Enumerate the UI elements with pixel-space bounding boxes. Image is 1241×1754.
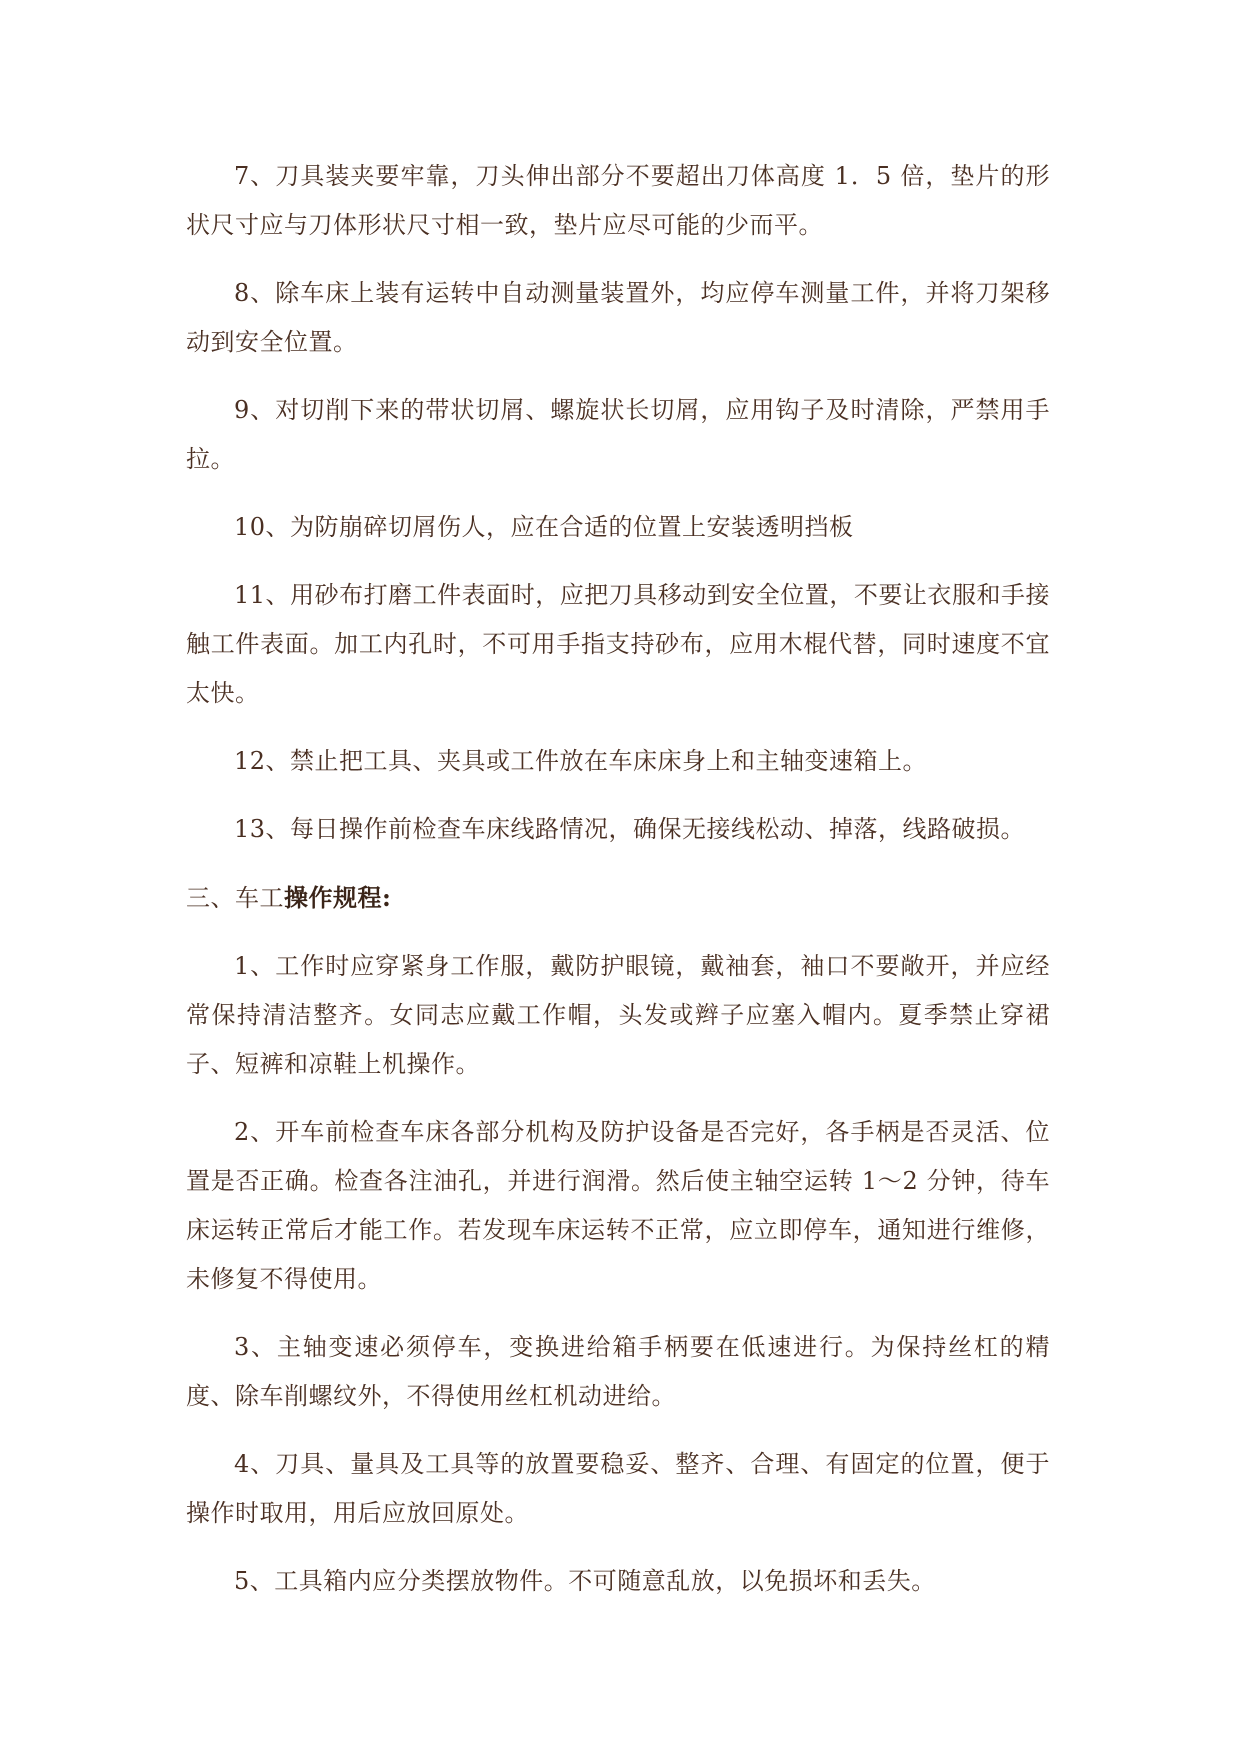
document-body (186, 152, 1050, 1625)
paragraph-item-7: 7、刀具装夹要牢靠，刀头伸出部分不要超出刀体高度 1．5 倍，垫片的形状尺寸应与刀体形状尺寸相一致，垫片应尽可能的少而平。 (186, 162, 1050, 239)
section-heading-bold: 操作规程: (284, 883, 392, 912)
paragraph-item-12: 12、禁止把工具、夹具或工件放在车床床身上和主轴变速箱上。 (234, 747, 928, 775)
paragraph-rule-3: 3、主轴变速必须停车，变换进给箱手柄要在低速进行。为保持丝杠的精度、除车削螺纹外，不得使用丝杠机动进给。 (186, 1333, 1050, 1410)
section-heading-prefix: 三、车工 (186, 884, 284, 912)
paragraph-item-13: 13、每日操作前检查车床线路情况，确保无接线松动、掉落，线路破损。 (234, 815, 1026, 843)
paragraph-item-9: 9、对切削下来的带状切屑、螺旋状长切屑，应用钩子及时清除，严禁用手拉。 (186, 396, 1050, 473)
paragraph-rule-1: 1、工作时应穿紧身工作服，戴防护眼镜，戴袖套，袖口不要敞开，并应经常保持清洁整齐。女同志应戴工作帽，头发或辫子应塞入帽内。夏季禁止穿裙子、短裤和凉鞋上机操作。 (186, 952, 1050, 1078)
paragraph-rule-2: 2、开车前检查车床各部分机构及防护设备是否完好，各手柄是否灵活、位置是否正确。检查各注油孔，并进行润滑。然后使主轴空运转 1～2 分钟，待车床运转正常后才能工作。若发现车床运转不正常，应立即停车，通知进行维修，未修复不得使用。 (186, 1118, 1050, 1293)
section-heading (186, 873, 1050, 923)
paragraph-rule-4: 4、刀具、量具及工具等的放置要稳妥、整齐、合理、有固定的位置，便于操作时取用，用后应放回原处。 (186, 1450, 1050, 1527)
paragraph-item-10: 10、为防崩碎切屑伤人，应在合适的位置上安装透明挡板 (234, 513, 854, 541)
paragraph-item-11: 11、用砂布打磨工件表面时，应把刀具移动到安全位置，不要让衣服和手接触工件表面。加工内孔时，不可用手指支持砂布，应用木棍代替，同时速度不宜太快。 (186, 581, 1050, 707)
paragraph-item-8: 8、除车床上装有运转中自动测量装置外，均应停车测量工件，并将刀架移动到安全位置。 (186, 279, 1050, 356)
paragraph-rule-5: 5、工具箱内应分类摆放物件。不可随意乱放，以免损坏和丢失。 (234, 1567, 936, 1595)
